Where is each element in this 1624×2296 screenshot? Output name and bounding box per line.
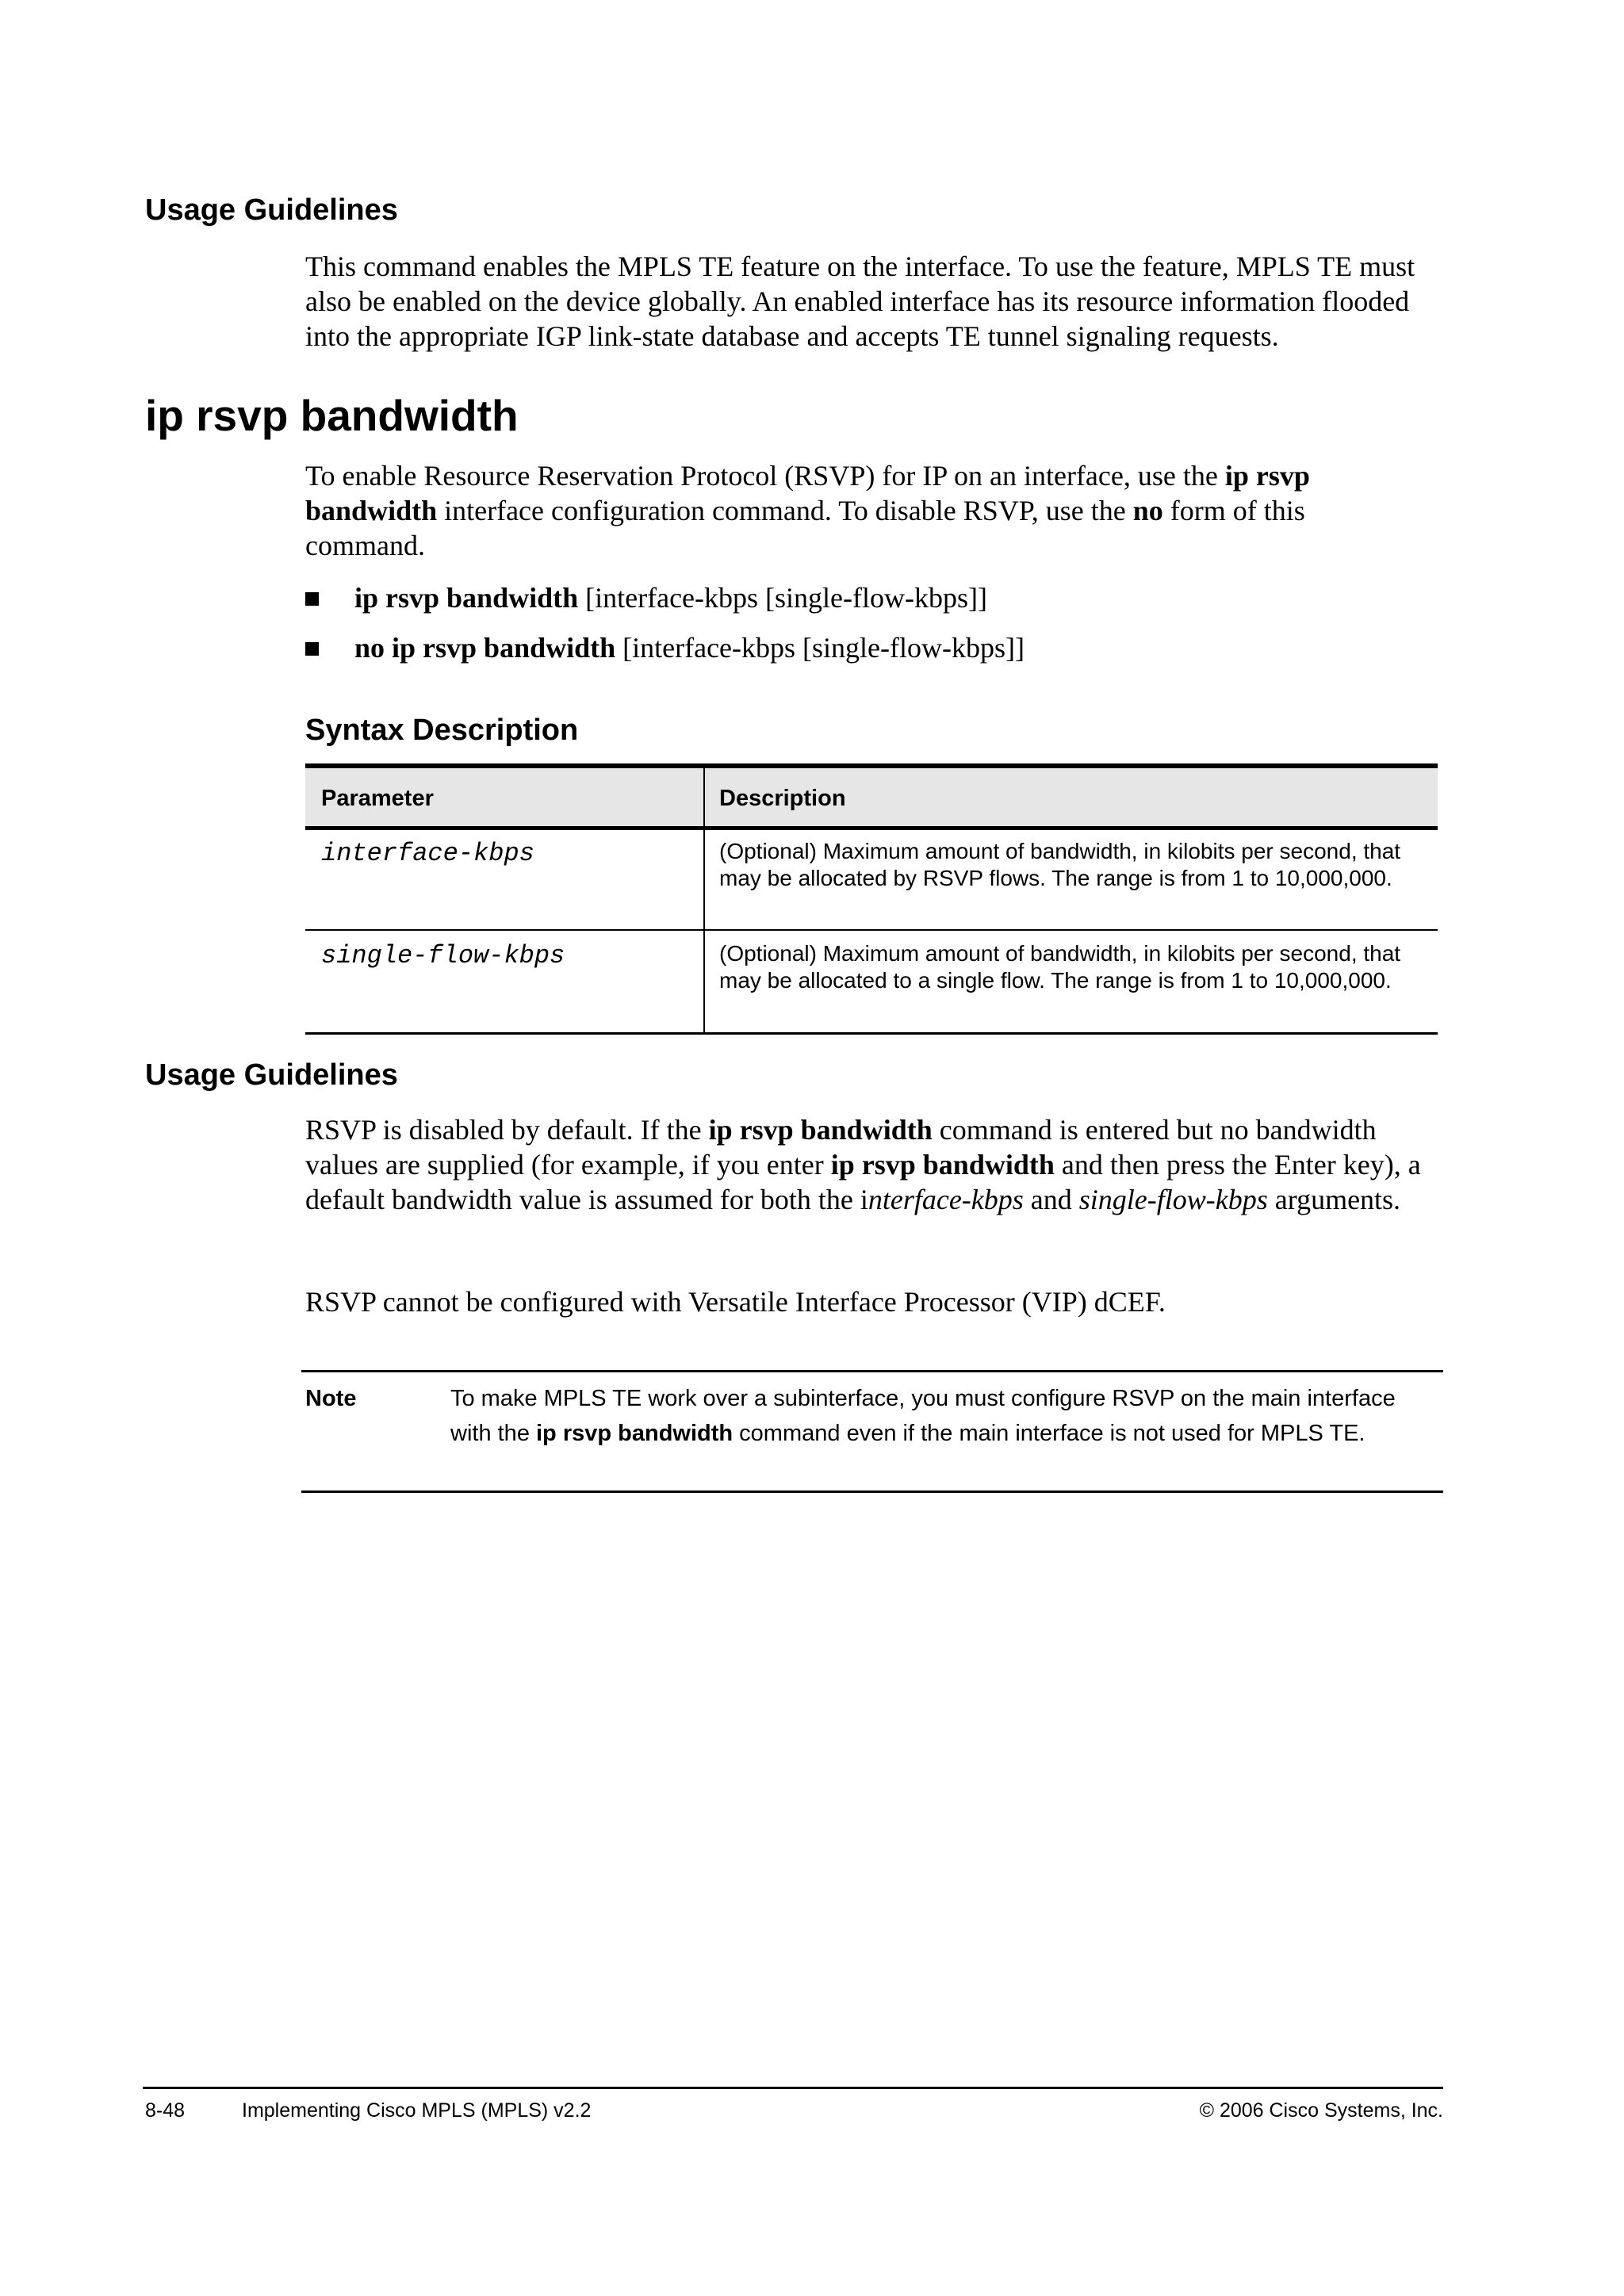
footer-document-title: Implementing Cisco MPLS (MPLS) v2.2 (242, 2099, 592, 2122)
footer-rule (143, 2087, 1443, 2089)
usage-guidelines-paragraph-2: RSVP cannot be configured with Versatile Interface Processor (VIP) dCEF. (305, 1286, 1166, 1318)
table-cell-description: (Optional) Maximum amount of bandwidth, in kilobits per second, that may be allocated to a single flow. The range is from 1 to 10,000,000. (719, 941, 1401, 993)
note-top-rule (301, 1370, 1443, 1372)
footer-page-number: 8-48 (145, 2099, 186, 2122)
column-header-parameter: Parameter (321, 786, 434, 811)
usage-guidelines-paragraph: This command enables the MPLS TE feature on the interface. To use the feature, MPLS TE must also be enabled on the device globally. An enabled interface has its resource information flooded into the appropriate IGP link-state database and accepts TE tunnel signaling requests. (305, 251, 1415, 352)
table-cell-parameter: single-flow-kbps (321, 941, 565, 970)
table-header-background (305, 768, 1438, 826)
table-cell-parameter: interface-kbps (321, 839, 534, 868)
footer-copyright: © 2006 Cisco Systems, Inc. (1199, 2099, 1443, 2122)
syntax-table (305, 763, 1438, 1035)
table-cell-description: (Optional) Maximum amount of bandwidth, in kilobits per second, that may be allocated by RSVP flows. The range is from 1 to 10,000,000. (719, 839, 1401, 890)
command-title: ip rsvp bandwidth (145, 391, 519, 440)
note-bottom-rule (301, 1490, 1443, 1493)
syntax-item: no ip rsvp bandwidth [interface-kbps [single-flow-kbps]] (305, 630, 1415, 665)
note-label: Note (305, 1386, 357, 1411)
usage-guidelines-heading: Usage Guidelines (145, 193, 398, 227)
command-intro: To enable Resource Reservation Protocol (RSVP) for IP on an interface, use the ip rsvp bandwidth interface configuration command. To disable RSVP, use the no form of this command. (305, 460, 1310, 561)
bullet-square-icon (305, 642, 319, 656)
column-header-description: Description (719, 786, 846, 811)
usage-guidelines-heading: Usage Guidelines (145, 1058, 398, 1092)
usage-guidelines-paragraph: RSVP is disabled by default. If the ip rsvp bandwidth command is entered but no bandwidth values are supplied (for example, if you enter ip rsvp bandwidth and then press the Enter key), a default bandwidth value is assumed for both the interface-kbps and single-flow-kbps arguments. (305, 1114, 1421, 1215)
bullet-square-icon (305, 592, 319, 606)
note-text: To make MPLS TE work over a subinterface, you must configure RSVP on the main interface with the ip rsvp bandwidth command even if the main interface is not used for MPLS TE. (450, 1386, 1396, 1446)
syntax-description-heading: Syntax Description (305, 714, 579, 747)
syntax-item: ip rsvp bandwidth [interface-kbps [single-flow-kbps]] (305, 580, 1415, 615)
